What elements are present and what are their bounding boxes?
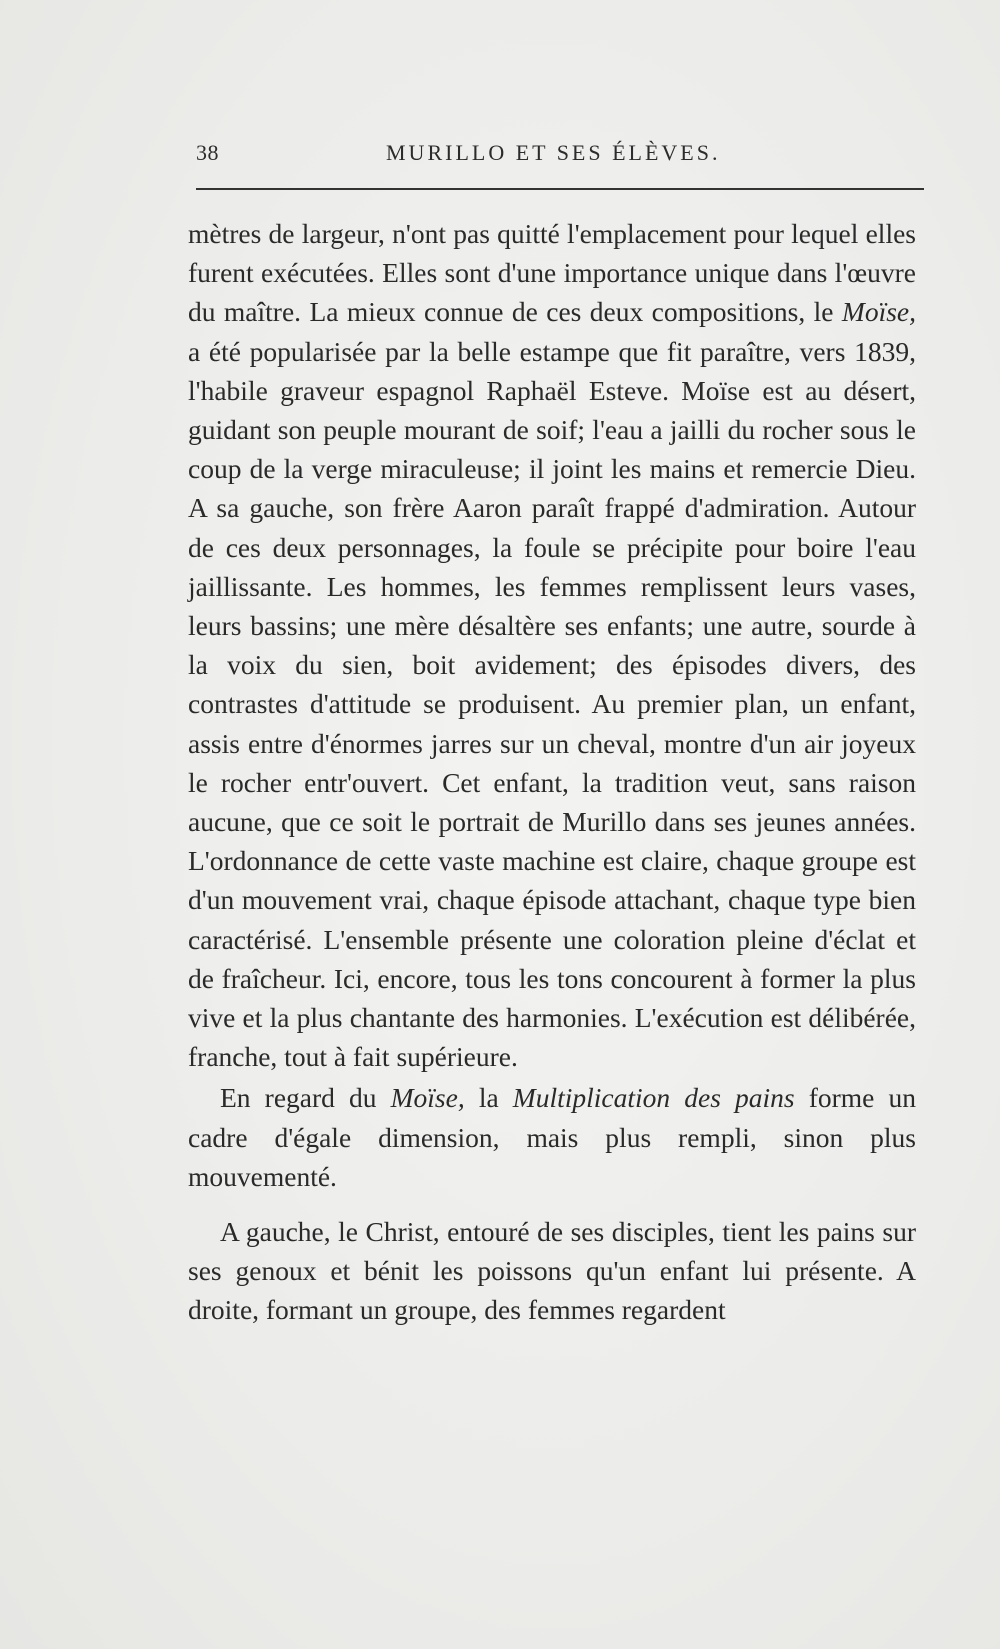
italic-multiplication-title: Multiplication des pains — [512, 1082, 795, 1114]
paragraph-3-text-1: A gauche, le Christ, entouré de ses disciples, tient les pains sur ses genoux et bénit les poissons qu'un enfant lui présente. A droite, formant un groupe, des femmes regardent — [188, 1216, 916, 1326]
paragraph-1 — [188, 214, 916, 1076]
italic-moise-2: Moïse, — [390, 1082, 465, 1114]
italic-moise-1: Moïse, — [841, 296, 916, 328]
paragraph-1-text-1: mètres de largeur, n'ont pas quitté l'emplacement pour lequel elles furent exécutées. Elles sont d'une importance unique dans l'œuvre du maître. La mieux connue de ces deux compositions, le — [188, 218, 916, 328]
page-number: 38 — [196, 140, 219, 165]
page-header — [196, 140, 926, 170]
header-rule — [196, 188, 924, 190]
running-title: MURILLO ET SES ÉLÈVES. — [386, 140, 721, 165]
body-text — [188, 214, 916, 1330]
paragraph-2 — [188, 1078, 916, 1196]
paragraph-1-text-2: a été popularisée par la belle estampe que fit paraître, vers 1839, l'habile graveur espagnol Raphaël Esteve. Moïse est au désert, guidant son peuple mourant de soif; l'eau a jailli du rocher sous le coup de la verge miraculeuse; il joint les mains et remercie Dieu. A sa gauche, son frère Aaron paraît frappé d'admiration. Autour de ces deux personnages, la foule se précipite pour boire l'eau jaillissante. Les hommes, les femmes remplissent leurs vases, leurs bassins; une mère désaltère ses enfants; une autre, sourde à la voix du sien, boit avidement; des épisodes divers, des contrastes d'attitude se produisent. Au premier plan, un enfant, assis entre d'énormes jarres sur un cheval, montre d'un air joyeux le rocher entr'ouvert. Cet enfant, la tradition veut, sans raison aucune, que ce soit le portrait de Murillo dans ses jeunes années. L'ordonnance de cette vaste machine est claire, chaque groupe est d'un mouvement vrai, chaque épisode attachant, chaque type bien caractérisé. L'ensemble présente une coloration pleine d'éclat et de fraîcheur. Ici, encore, tous les tons concourent à former la plus vive et la plus chantante des harmonies. L'exécution est délibérée, franche, tout à fait supérieure. — [188, 335, 916, 1073]
paragraph-3 — [188, 1212, 916, 1330]
paragraph-2-text-2: la — [464, 1082, 513, 1114]
paragraph-2-text-1: En regard du — [220, 1082, 391, 1114]
paragraph-2-text-3: forme un cadre d'égale dimension, mais plus rempli, sinon plus mouvementé. — [188, 1082, 916, 1192]
